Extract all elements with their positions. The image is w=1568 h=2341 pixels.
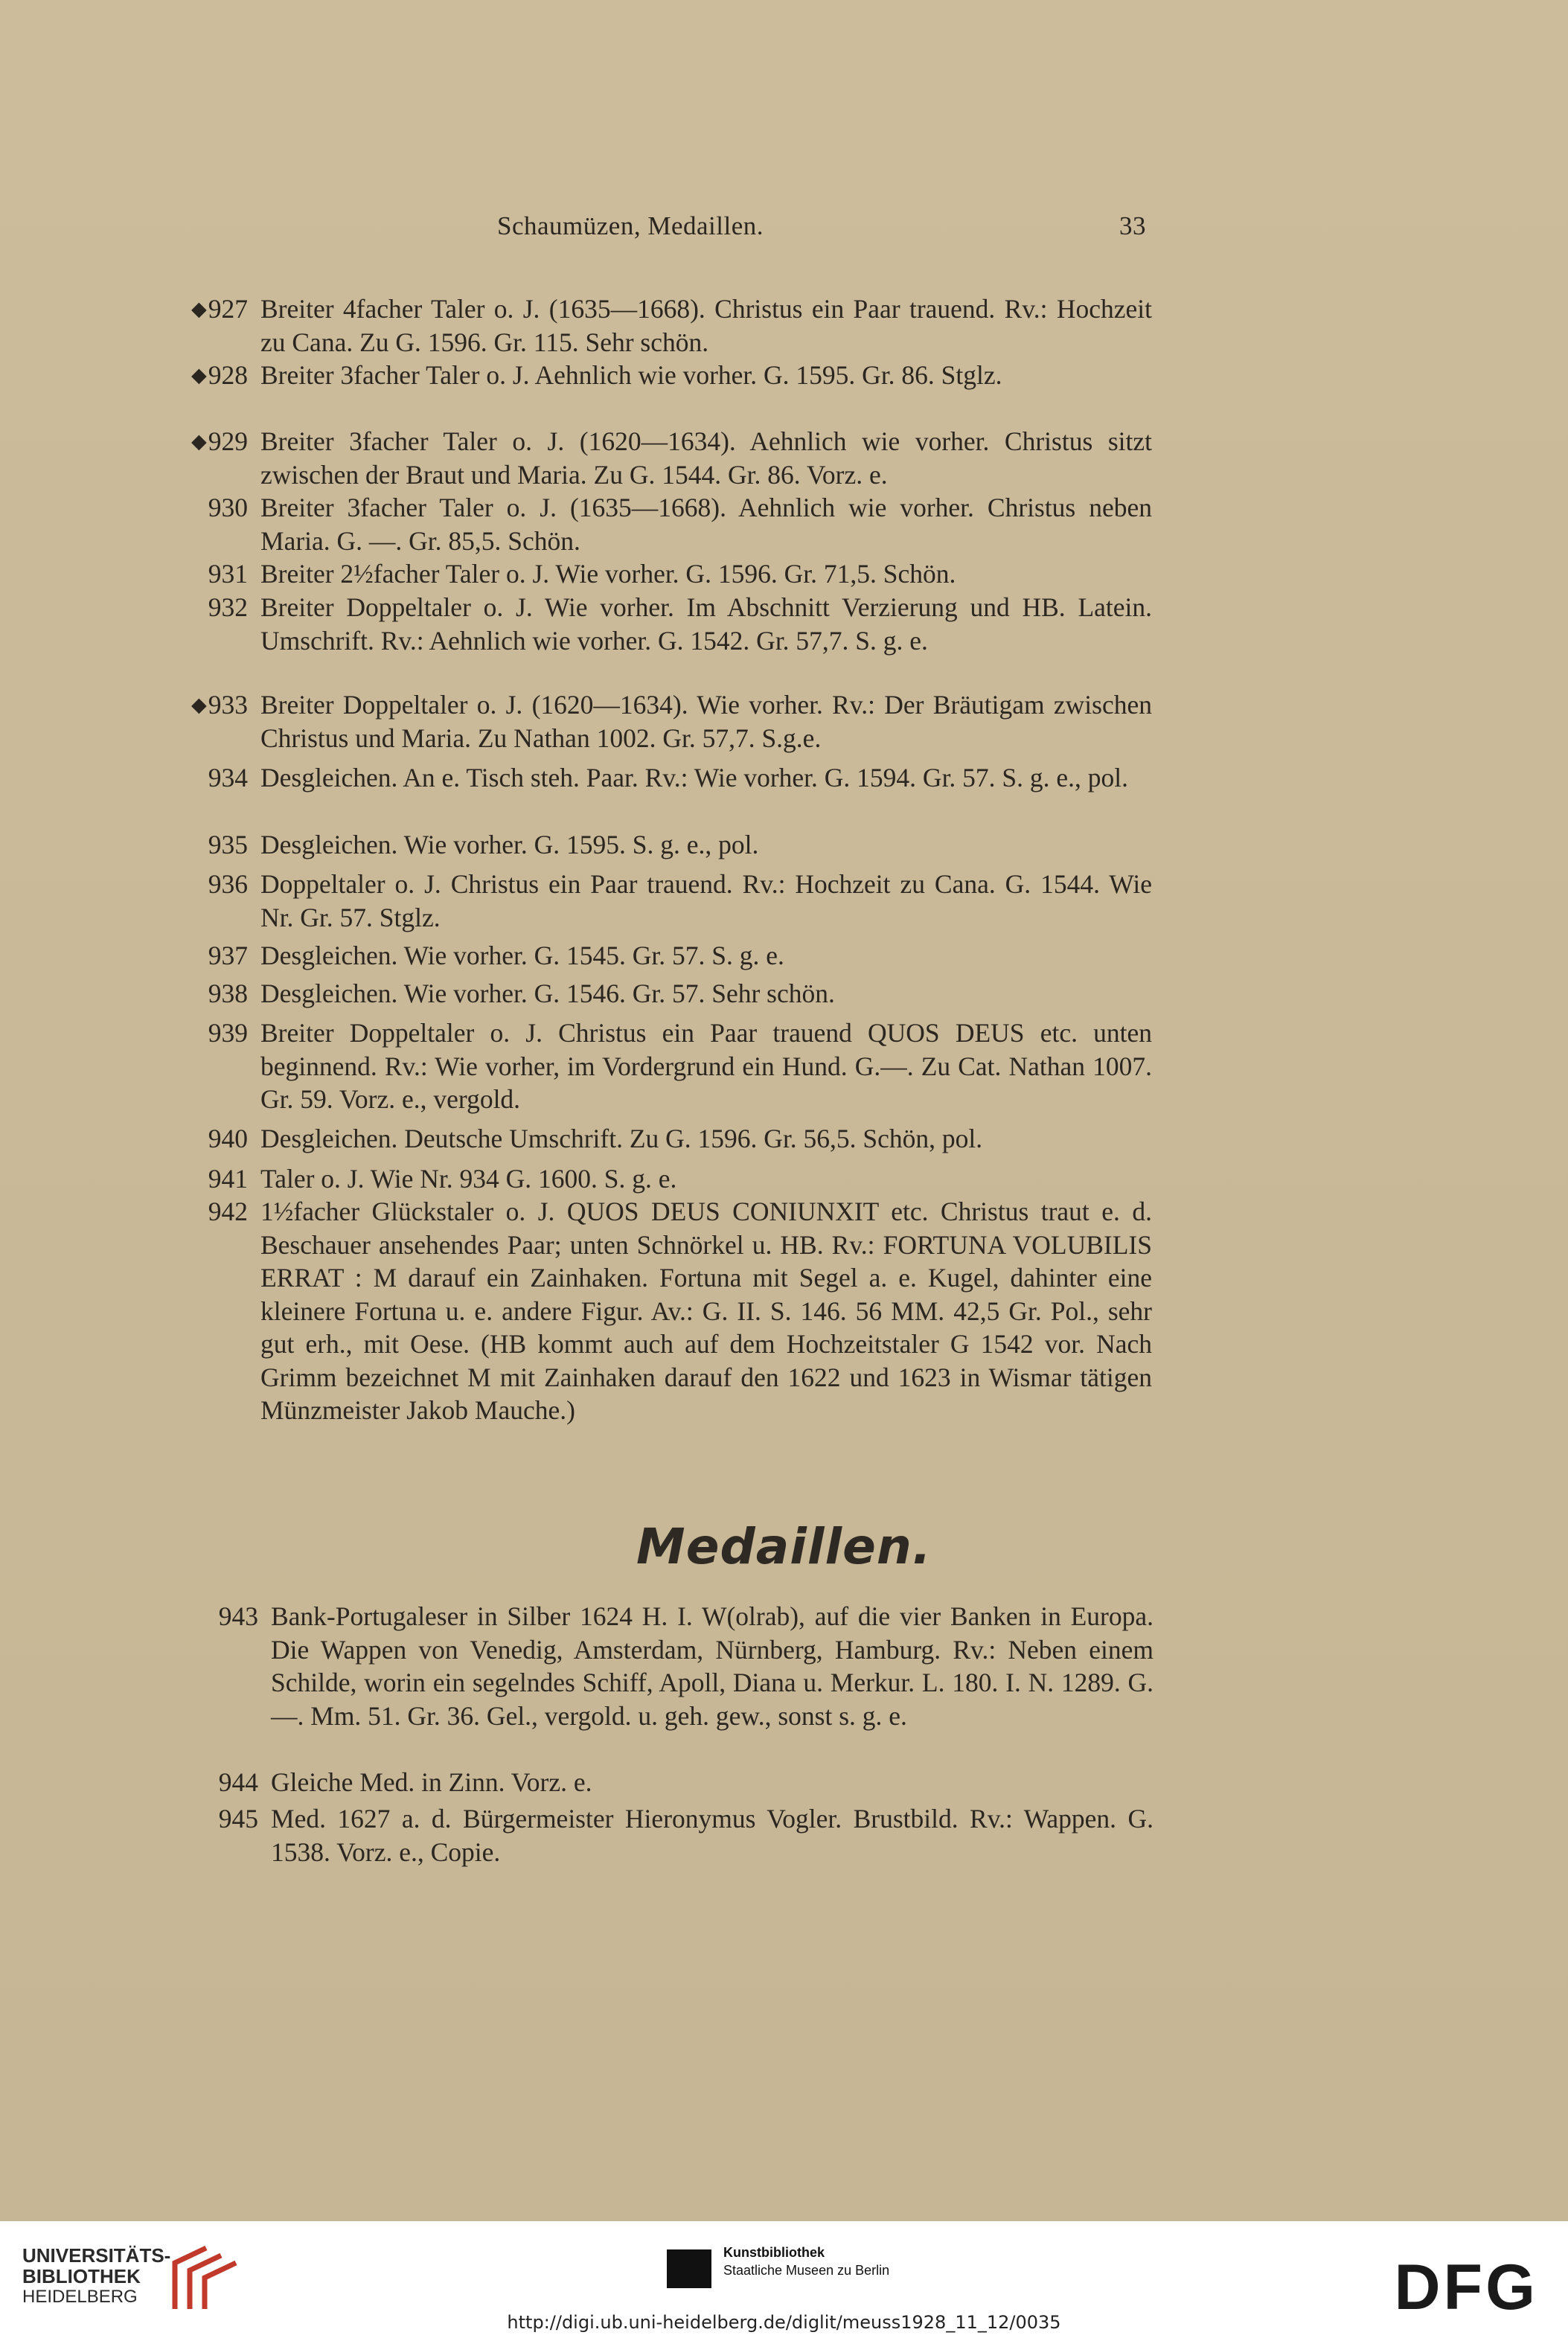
entry-number: 939 xyxy=(208,1018,248,1048)
entry-text: 1½facher Glückstaler o. J. QUOS DEUS CONIUNXIT etc. Christus traut e. d. Beschauer ansehendes Paar; unten Schnörkel u. HB. Rv.: FORTUNA VOLUBILIS ERRAT : M darauf ein Zainhaken. Fortuna mit Segel a. e. Kugel, dahinter eine kleinere Fortuna u. e. andere Figur. Av.: G. II. S. 146. 56 MM. 42,5 Gr. Pol., sehr gut erh., mit Oese. (HB kommt auch auf dem Hochzeitstaler G 1542 vor. Nach Grimm bezeichnet M mit Zainhaken darauf den 1622 und 1623 in Wismar tätigen Münzmeister Jakob Mauche.) xyxy=(260,1197,1152,1425)
diamond-icon: ◆ xyxy=(191,694,207,716)
ub-logo-line-2: BIBLIOTHEK xyxy=(22,2265,141,2287)
entry-text: Desgleichen. Deutsche Umschrift. Zu G. 1596. Gr. 56,5. Schön, pol. xyxy=(260,1124,983,1153)
entry-number: 930 xyxy=(208,493,248,522)
entry-text: Doppeltaler o. J. Christus ein Paar trauend. Rv.: Hochzeit zu Cana. G. 1544. Wie Nr. Gr. 57. Stglz. xyxy=(260,869,1152,932)
entry-number: 943 xyxy=(218,1601,258,1631)
entry-number: 944 xyxy=(218,1767,258,1797)
entry-text: Gleiche Med. in Zinn. Vorz. e. xyxy=(271,1767,592,1797)
kb-logo-subtitle: Staatliche Museen zu Berlin xyxy=(723,2263,890,2278)
running-head xyxy=(497,211,1146,249)
entry-number: 941 xyxy=(208,1164,248,1194)
entry-text: Breiter 3facher Taler o. J. Aehnlich wie vorher. G. 1595. Gr. 86. Stglz. xyxy=(260,360,1002,390)
entry-number: 927 xyxy=(208,294,248,324)
ub-logo-line-1: UNIVERSITÄTS- xyxy=(22,2244,171,2267)
entry-text: Med. 1627 a. d. Bürgermeister Hieronymus Vogler. Brustbild. Rv.: Wappen. G. 1538. Vorz. e., Copie. xyxy=(271,1804,1153,1867)
section-heading: Medaillen. xyxy=(636,1518,932,1575)
entry-text: Breiter Doppeltaler o. J. (1620—1634). Wie vorher. Rv.: Der Bräutigam zwischen Christus und Maria. Zu Nathan 1002. Gr. 57,7. S.g.e. xyxy=(260,690,1152,753)
entry-text: Breiter 4facher Taler o. J. (1635—1668). Christus ein Paar trauend. Rv.: Hochzeit zu Cana. Zu G. 1596. Gr. 115. Sehr schön. xyxy=(260,294,1152,357)
entry-number: 931 xyxy=(208,559,248,589)
entry-text: Bank-Portugaleser in Silber 1624 H. I. W(olrab), auf die vier Banken in Europa. Die Wappen von Venedig, Amsterdam, Nürnberg, Hamburg. Rv.: Neben einem Schilde, worin ein segelndes Schiff, Apoll, Diana u. Merkur. L. 180. I. N. 1289. G. —. Mm. 51. Gr. 36. Gel., vergold. u. geh. gew., sonst s. g. e. xyxy=(271,1601,1153,1731)
entry-number: 945 xyxy=(218,1804,258,1834)
entry-number: 938 xyxy=(208,979,248,1008)
entry-number: 936 xyxy=(208,869,248,899)
entry-text: Desgleichen. An e. Tisch steh. Paar. Rv.: Wie vorher. G. 1594. Gr. 57. S. g. e., pol. xyxy=(260,763,1129,792)
ub-logo-line-3: HEIDELBERG xyxy=(22,2287,138,2307)
entry-number: 934 xyxy=(208,763,248,792)
entry-number: 942 xyxy=(208,1197,248,1226)
digitization-footer xyxy=(0,2221,1568,2341)
entry-number: 937 xyxy=(208,941,248,970)
entry-number: 933 xyxy=(208,690,248,720)
diamond-icon: ◆ xyxy=(191,298,207,320)
entry-number: 932 xyxy=(208,592,248,622)
page-number: 33 xyxy=(1119,211,1146,240)
kb-logo-name: Kunstbibliothek xyxy=(723,2245,825,2260)
entry-text: Desgleichen. Wie vorher. G. 1595. S. g. e., pol. xyxy=(260,830,759,859)
kunstbibliothek-emblem-icon xyxy=(667,2249,711,2288)
entry-text: Breiter 2½facher Taler o. J. Wie vorher. G. 1596. Gr. 71,5. Schön. xyxy=(260,559,956,589)
entry-text: Breiter Doppeltaler o. J. Wie vorher. Im Abschnitt Verzierung und HB. Latein. Umschrift. Rv.: Aehnlich wie vorher. G. 1542. Gr. 57,7. S. g. e. xyxy=(260,592,1152,656)
entry-number: 929 xyxy=(208,426,248,456)
kunstbibliothek-logo[interactable] xyxy=(667,2244,950,2296)
permalink-url[interactable]: http://digi.ub.uni-heidelberg.de/diglit/meuss1928_11_12/0035 xyxy=(507,2312,1061,2333)
entry-number: 928 xyxy=(208,360,248,390)
library-emblem-icon xyxy=(160,2244,242,2312)
diamond-icon: ◆ xyxy=(191,364,207,386)
entry-number: 940 xyxy=(208,1124,248,1153)
entry-text: Breiter 3facher Taler o. J. (1620—1634). Aehnlich wie vorher. Christus sitzt zwischen der Braut und Maria. Zu G. 1544. Gr. 86. Vorz. e. xyxy=(260,426,1152,490)
dfg-logo[interactable]: DFG xyxy=(1394,2252,1538,2323)
entry-text: Desgleichen. Wie vorher. G. 1545. Gr. 57. S. g. e. xyxy=(260,941,784,970)
entry-text: Breiter Doppeltaler o. J. Christus ein Paar trauend QUOS DEUS etc. unten beginnend. Rv.: Wie vorher, im Vordergrund ein Hund. G.—. Zu Cat. Nathan 1007. Gr. 59. Vorz. e., vergold. xyxy=(260,1018,1152,1114)
entry-text: Desgleichen. Wie vorher. G. 1546. Gr. 57. Sehr schön. xyxy=(260,979,835,1008)
entry-number: 935 xyxy=(208,830,248,859)
diamond-icon: ◆ xyxy=(191,430,207,452)
entry-text: Taler o. J. Wie Nr. 934 G. 1600. S. g. e. xyxy=(260,1164,677,1194)
running-head-title: Schaumüzen, Medaillen. xyxy=(497,211,764,240)
entry-text: Breiter 3facher Taler o. J. (1635—1668). Aehnlich wie vorher. Christus neben Maria. G. —. Gr. 85,5. Schön. xyxy=(260,493,1152,556)
